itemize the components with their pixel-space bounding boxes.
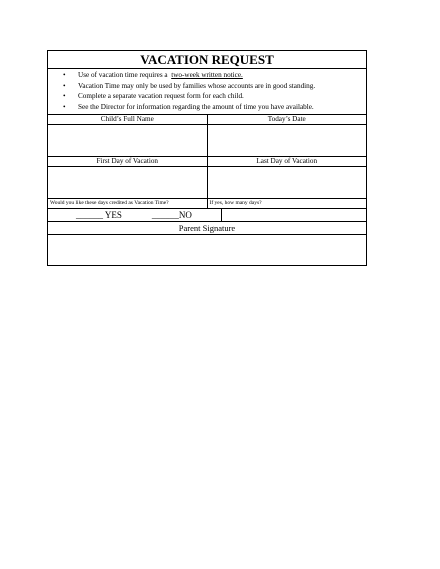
rule-item <box>48 70 366 81</box>
credit-question-label: Would you like these days credited as Vacation Time? <box>50 200 169 206</box>
no-option[interactable]: ______NO <box>151 210 192 220</box>
bullet-icon: • <box>63 92 66 100</box>
child-name-label: Child’s Full Name <box>100 115 154 123</box>
yes-no-row <box>48 209 366 222</box>
parent-signature-label: Parent Signature <box>48 222 366 235</box>
first-day-label: First Day of Vacation <box>96 157 159 165</box>
parent-signature-field[interactable] <box>48 235 366 265</box>
first-day-field[interactable] <box>48 167 207 198</box>
vacation-days-input-row <box>48 167 366 199</box>
rule-text: Vacation Time may only be used by families whose accounts are in good standing. <box>78 81 316 90</box>
credit-question-row <box>48 199 366 209</box>
how-many-days-field[interactable] <box>221 209 367 221</box>
yes-no-options <box>48 209 221 221</box>
rule-item <box>48 81 366 92</box>
yes-option[interactable]: ______ YES <box>76 210 122 220</box>
name-date-input-row <box>48 125 366 157</box>
rule-item <box>48 102 366 113</box>
rule-text: See the Director for information regarding the amount of time you have available. <box>78 102 314 111</box>
todays-date-field[interactable] <box>207 125 367 156</box>
child-name-field[interactable] <box>48 125 207 156</box>
rule-text: Use of vacation time requires a <box>78 71 168 79</box>
last-day-label: Last Day of Vacation <box>207 157 367 166</box>
rule-emphasis: two-week written notice. <box>171 71 243 79</box>
how-many-days-label: If yes, how many days? <box>207 199 367 208</box>
rule-text: Complete a separate vacation request form for each child. <box>78 92 244 100</box>
bullet-icon: • <box>63 71 66 79</box>
rules-list <box>48 69 366 115</box>
name-date-label-row <box>48 115 366 125</box>
todays-date-label: Today’s Date <box>207 115 367 124</box>
bullet-icon: • <box>63 102 66 111</box>
bullet-icon: • <box>63 81 66 90</box>
rule-item <box>48 91 366 102</box>
vacation-days-label-row <box>48 157 366 167</box>
form-title: VACATION REQUEST <box>48 51 366 69</box>
last-day-field[interactable] <box>207 167 367 198</box>
vacation-request-form <box>47 50 367 266</box>
